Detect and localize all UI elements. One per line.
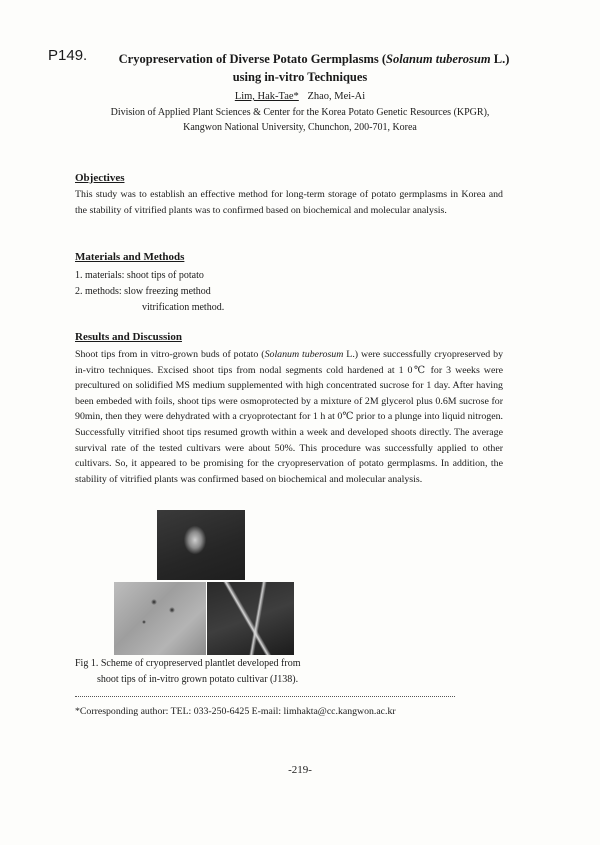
methods-item-methods-cont: vitrification method. [142,302,225,313]
figure-1 [114,510,294,655]
results-text [75,347,503,487]
figure-caption [75,656,300,688]
paper-title-line2: using in-vitro Techniques [232,70,368,84]
methods-item-materials: 1. materials: shoot tips of potato [75,270,204,281]
results-text-a: Shoot tips from in vitro-grown buds of potato ( [75,349,265,360]
corresponding-author: Lim, Hak-Tae* [234,91,299,102]
methods-item-methods: 2. methods: slow freezing method [75,286,211,297]
affiliation-line1: Division of Applied Plant Sciences & Center for the Korea Potato Genetic Resources (KPGR), [110,107,490,118]
title-species: Solanum tuberosum [386,52,491,66]
title-text-b: L.) [490,52,510,66]
figure-caption-line2: shoot tips of in-vitro grown potato cultivar (J138). [97,674,299,685]
results-species: Solanum tuberosum [264,349,344,360]
title-block [40,47,560,135]
methods-heading: Materials and Methods [75,251,185,263]
figure-photo-regrowth [114,582,206,655]
objectives-heading: Objectives [75,172,125,184]
affiliation-line2: Kangwon National University, Chunchon, 200-701, Korea [183,122,417,133]
figure-photo-shoot-tip [157,510,245,580]
page-number: -219- [288,764,312,776]
objectives-text: This study was to establish an effective method for long-term storage of potato germplasms in Korea and the stability of vitrified plants was to confirmed based on biochemical and molecular analysis. [75,189,503,216]
methods-list [75,268,224,316]
figure-caption-line1: Fig 1. Scheme of cryopreserved plantlet developed from [75,658,301,669]
poster-id: P149. [48,47,88,64]
author-list [40,89,560,105]
corresponding-author-note: *Corresponding author: TEL: 033-250-6425 E-mail: limhakta@cc.kangwon.ac.kr [75,706,396,717]
footnote-divider [75,696,455,697]
results-heading: Results and Discussion [75,331,182,343]
results-text-b: L.) were successfully cryopreserved by in-vitro techniques. Excised shoot tips from nodal segments cold hardened at 1 0℃ for 3 weeks were precultured on solidified MS medium supplemented with high concentrated sucrose for 1 day. After having been embeded with foils, shoot tips were osmoprotected by a mixture of 2M glycerol plus 0.6M sucrose for 90min, then they were dehydrated with a cryoprotectant for 1 h at 0℃ prior to a plunge into liquid nitrogen. Successfully vitrified shoot tips resumed growth within a week and developed shoots directly. The average survival rate of the tested cultivars were about 50%. This procedure was successfully applied to other cultivars. So, it appeared to be promising for the cryopreservation of potato germplasms. In addition, the stability of vitrified plants was confirmed based on biochemical and molecular analysis. [75,349,504,485]
paper-title-line1 [40,47,560,68]
figure-photo-plantlet [207,582,294,655]
co-author: Zhao, Mei-Ai [307,91,366,102]
title-text-a: Cryopreservation of Diverse Potato Germplasms ( [118,52,387,66]
